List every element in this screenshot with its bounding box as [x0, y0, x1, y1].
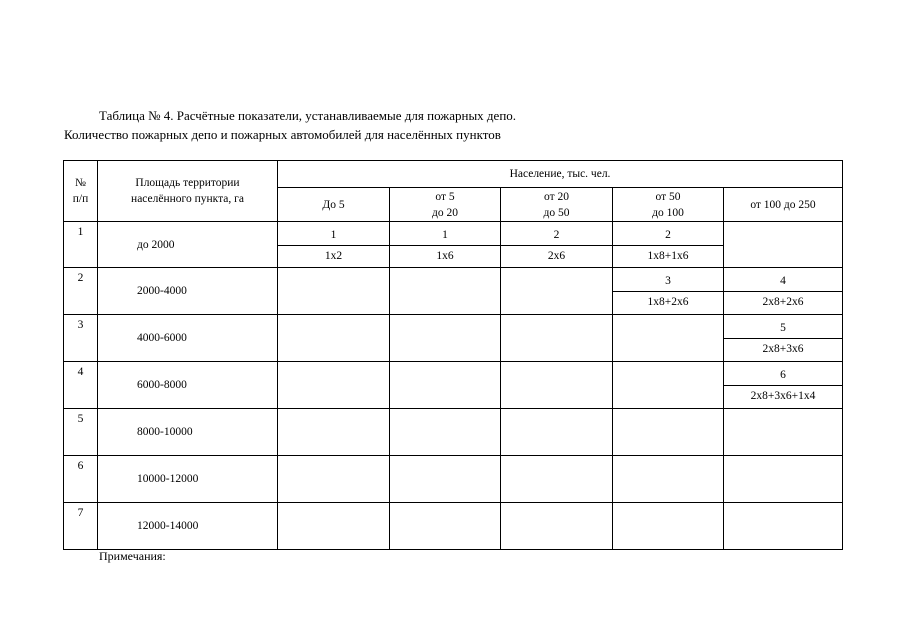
table-row [64, 362, 843, 409]
row-number: 7 [64, 503, 98, 550]
table-cell [501, 222, 613, 268]
table-cell [278, 268, 390, 315]
table-cell [501, 503, 613, 550]
table-row [64, 268, 843, 315]
row-area: до 2000 [98, 222, 278, 268]
depot-count: 2 [501, 222, 612, 246]
table-cell [390, 268, 501, 315]
fraction-value [501, 222, 612, 263]
depot-table [63, 160, 843, 550]
fraction-value [390, 222, 500, 263]
table-cell [390, 409, 501, 456]
row-area: 4000-6000 [98, 315, 278, 362]
table-cell [613, 268, 724, 315]
header-pop-range-3: от 20 до 50 [501, 188, 613, 222]
table-cell [613, 456, 724, 503]
vehicle-composition: 2х8+3х6+1х4 [750, 390, 816, 402]
table-row [64, 409, 843, 456]
row-area: 6000-8000 [98, 362, 278, 409]
table-cell [501, 268, 613, 315]
row-number: 5 [64, 409, 98, 456]
table-cell [724, 362, 843, 409]
header-population: Население, тыс. чел. [278, 161, 843, 188]
table-cell [390, 503, 501, 550]
table-cell [724, 268, 843, 315]
header-pop-range-5: от 100 до 250 [724, 188, 843, 222]
table-row [64, 315, 843, 362]
depot-count: 1 [278, 222, 389, 246]
depot-count: 1 [390, 222, 500, 246]
table-cell [278, 503, 390, 550]
fraction-value [724, 362, 842, 403]
table-cell [613, 409, 724, 456]
table-row [64, 222, 843, 268]
table-cell [390, 315, 501, 362]
table-cell [390, 456, 501, 503]
table-title: Таблица № 4. Расчётные показатели, устанавливаемые для пожарных депо. [99, 108, 517, 123]
table-cell [724, 503, 843, 550]
table-cell [724, 315, 843, 362]
depot-count: 5 [724, 315, 842, 339]
row-area: 12000-14000 [98, 503, 278, 550]
vehicle-composition: 2х8+3х6 [762, 343, 804, 355]
table-row [64, 456, 843, 503]
notes-label: Примечания: [99, 549, 166, 563]
table-cell [724, 456, 843, 503]
row-area: 8000-10000 [98, 409, 278, 456]
row-number: 3 [64, 315, 98, 362]
vehicle-composition: 1х2 [324, 250, 343, 262]
table-cell [501, 315, 613, 362]
fraction-value [278, 222, 389, 263]
table-cell [501, 409, 613, 456]
row-number: 6 [64, 456, 98, 503]
vehicle-composition: 2х8+2х6 [762, 296, 804, 308]
table-cell [278, 409, 390, 456]
table-cell [724, 222, 843, 268]
fraction-value [724, 268, 842, 309]
depot-count: 4 [724, 268, 842, 292]
row-area: 10000-12000 [98, 456, 278, 503]
header-area: Площадь территории населённого пункта, га [98, 161, 278, 222]
vehicle-composition: 1х8+2х6 [647, 296, 689, 308]
row-number: 4 [64, 362, 98, 409]
table-cell [278, 456, 390, 503]
table-cell [390, 362, 501, 409]
table-cell [613, 222, 724, 268]
header-pop-range-1: До 5 [278, 188, 390, 222]
table-cell [613, 503, 724, 550]
table-cell [724, 409, 843, 456]
depot-count: 3 [613, 268, 723, 292]
fraction-value [613, 222, 723, 263]
table-cell [278, 315, 390, 362]
table-row [64, 503, 843, 550]
table-cell [278, 222, 390, 268]
row-number: 2 [64, 268, 98, 315]
table-cell [613, 315, 724, 362]
row-area: 2000-4000 [98, 268, 278, 315]
vehicle-composition: 1х8+1х6 [647, 250, 689, 262]
fraction-value [724, 315, 842, 356]
table-cell [390, 222, 501, 268]
table-subtitle: Количество пожарных депо и пожарных автомобилей для населённых пунктов [64, 127, 501, 142]
depot-count: 2 [613, 222, 723, 246]
header-num: № п/п [64, 161, 98, 222]
table-cell [501, 456, 613, 503]
table-cell [278, 362, 390, 409]
row-number: 1 [64, 222, 98, 268]
table-cell [613, 362, 724, 409]
vehicle-composition: 2х6 [547, 250, 566, 262]
header-pop-range-4: от 50 до 100 [613, 188, 724, 222]
table-cell [501, 362, 613, 409]
fraction-value [613, 268, 723, 309]
header-row [64, 161, 843, 188]
header-pop-range-2: от 5 до 20 [390, 188, 501, 222]
depot-count: 6 [724, 362, 842, 386]
vehicle-composition: 1х6 [436, 250, 454, 262]
